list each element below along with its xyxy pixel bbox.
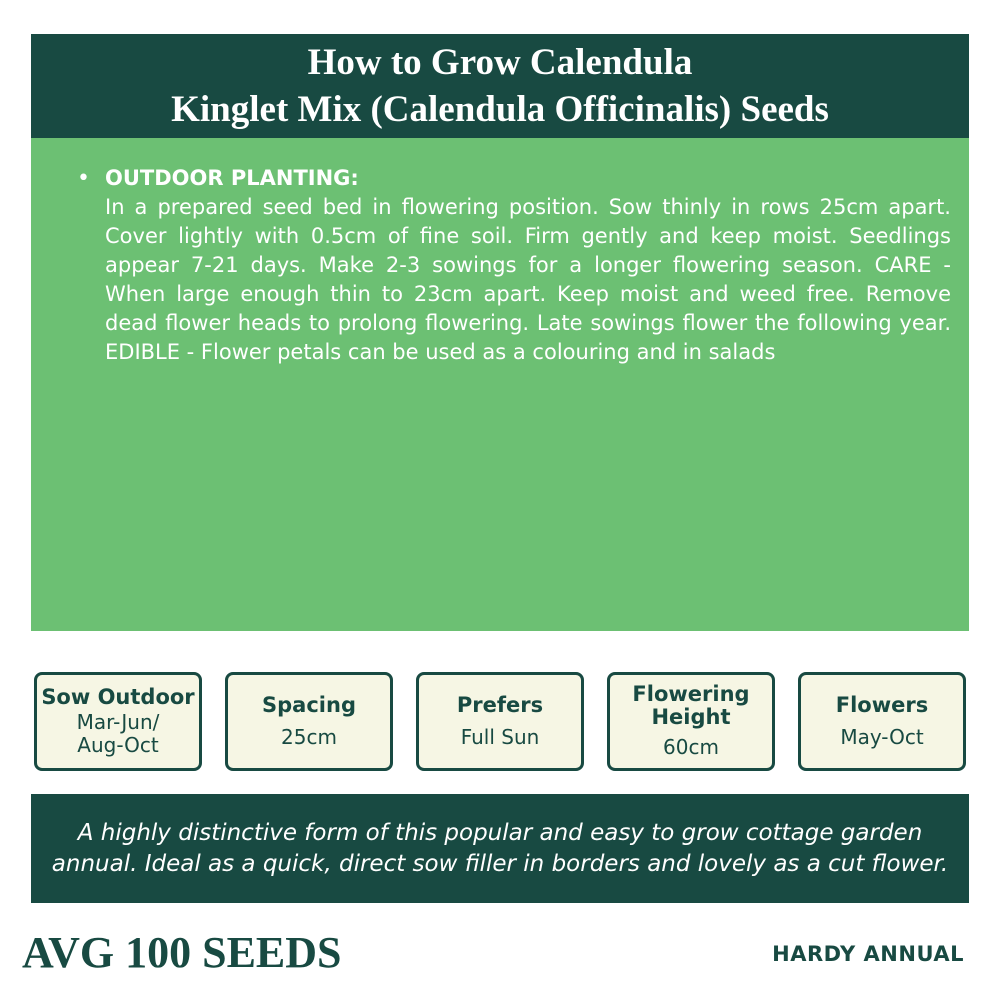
description-banner — [31, 794, 969, 903]
title-line-1: How to Grow Calendula — [307, 42, 693, 83]
info-box-flowering-height — [607, 672, 775, 771]
info-box-value: 60cm — [663, 735, 719, 759]
plant-type-label: HARDY ANNUAL — [772, 942, 964, 966]
info-box-title: Flowering Height — [632, 682, 750, 729]
bullet-icon: • — [77, 166, 90, 191]
description-text: A highly distinctive form of this popular and easy to grow cottage garden annual. Ideal as a quick, direct sow filler in borders and lovely as a cut flower. — [51, 819, 949, 877]
instructions-list-item — [77, 164, 951, 367]
info-box-flowers — [798, 672, 966, 771]
info-box-title: Flowers — [835, 692, 929, 717]
info-box-value: May-Oct — [840, 724, 924, 749]
instructions-panel — [31, 138, 969, 631]
info-box-title: Sow Outdoor — [41, 685, 195, 709]
info-box-value: 25cm — [281, 724, 337, 749]
info-box-value: Mar-Jun/ Aug-Oct — [76, 710, 160, 757]
info-box-title: Spacing — [262, 692, 356, 717]
instructions-body: In a prepared seed bed in flowering position. Sow thinly in rows 25cm apart. Cover lightly with 0.5cm of fine soil. Firm gently and keep moist. Seedlings appear 7-21 days. Make 2-3 sowings for a longer flowering season. CARE - When large enough thin to 23cm apart. Keep moist and weed free. Remove dead flower heads to prolong flowering. Late sowings flower the following year. EDIBLE - Flower petals can be used as a colouring and in salads — [105, 195, 951, 364]
title-line-2: Kinglet Mix (Calendula Officinalis) Seeds — [171, 89, 829, 130]
page-title — [31, 34, 969, 138]
info-box-sow-outdoor — [34, 672, 202, 771]
info-box-title: Prefers — [456, 692, 544, 717]
info-boxes — [34, 672, 970, 775]
info-box-prefers — [416, 672, 584, 771]
info-box-value: Full Sun — [460, 724, 540, 749]
seed-count: AVG 100 SEEDS — [22, 928, 342, 977]
info-box-spacing — [225, 672, 393, 771]
instructions-heading: OUTDOOR PLANTING: — [105, 166, 359, 190]
